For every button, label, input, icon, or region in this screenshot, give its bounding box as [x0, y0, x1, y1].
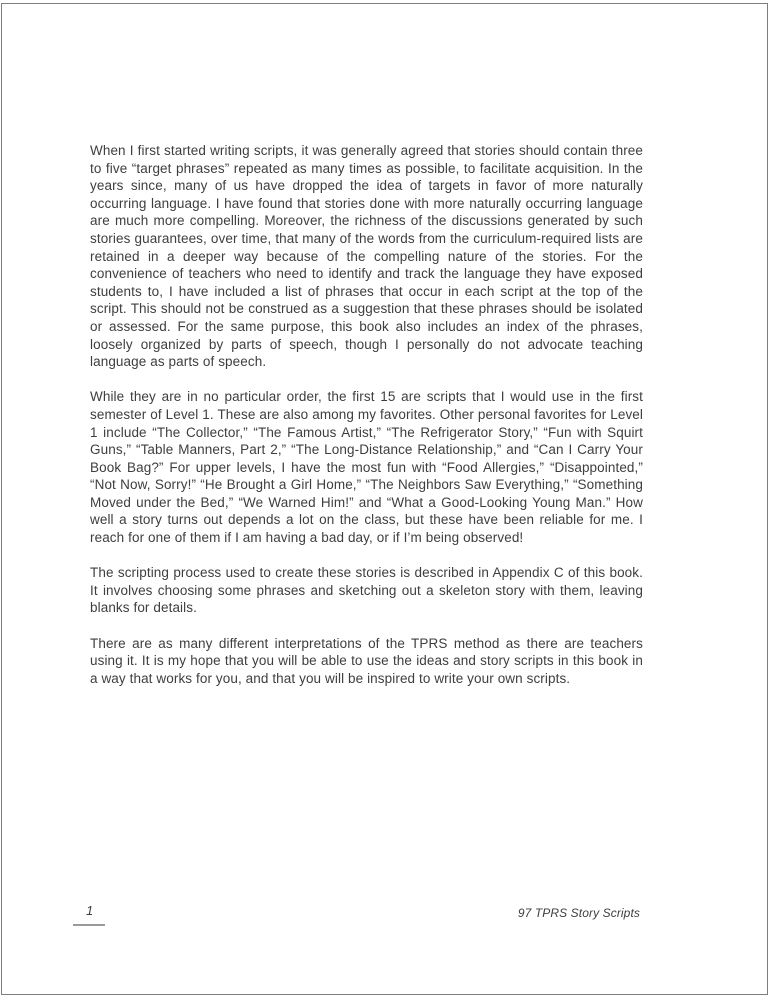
- paragraph-tprs-interpretations: There are as many different interpretations of the TPRS method as there are teachers using it. It is my hope that you will be able to use the ideas and story scripts in this book in a way that works for you, and that you will be inspired to write your own scripts.: [90, 635, 643, 686]
- body-text: [90, 142, 643, 687]
- paragraph-scripting-process: The scripting process used to create these stories is described in Appendix C of this book. It involves choosing some phrases and sketching out a skeleton story with them, leaving blanks for details.: [90, 565, 643, 616]
- paragraph-favorites: While they are in no particular order, the first 15 are scripts that I would use in the first semester of Level 1. These are also among my favorites. Other personal favorites for Level 1 include “The Collector,” “The Famous Artist,” “The Refrigerator Story,” “Fun with Squirt Guns,” “Table Manners, Part 2,” “The Long-Distance Relationship,” and “Can I Carry Your Book Bag?” For upper levels, I have the most fun with “Food Allergies,” “Disappointed,” “Not Now, Sorry!” “He Brought a Girl Home,” “The Neighbors Saw Everything,” “Something Moved under the Bed,” “We Warned Him!” and “What a Good-Looking Young Man.” How well a story turns out depends a lot on the class, but these have been reliable for me. I reach for one of them if I am having a bad day, or if I’m being observed!: [90, 389, 643, 546]
- page-number-underline: [73, 924, 105, 926]
- footer-book-title: 97 TPRS Story Scripts: [517, 906, 640, 920]
- paragraph-intro-scripts: When I first started writing scripts, it was generally agreed that stories should contain three to five “target phrases” repeated as many times as possible, to facilitate acquisition. In the years since, many of us have dropped the idea of targets in favor of more naturally occurring language. I have found that stories done with more naturally occurring language are much more compelling. Moreover, the richness of the discussions generated by such stories guarantees, over time, that many of the words from the curriculum-required lists are retained in a deeper way because of the compelling nature of the stories. For the convenience of teachers who need to identify and track the language they have exposed students to, I have included a list of phrases that occur in each script at the top of the script. This should not be construed as a suggestion that these phrases should be isolated or assessed. For the same purpose, this book also includes an index of the phrases, loosely organized by parts of speech, though I personally do not advocate teaching language as parts of speech.: [90, 143, 643, 370]
- page-number: 1: [86, 903, 94, 918]
